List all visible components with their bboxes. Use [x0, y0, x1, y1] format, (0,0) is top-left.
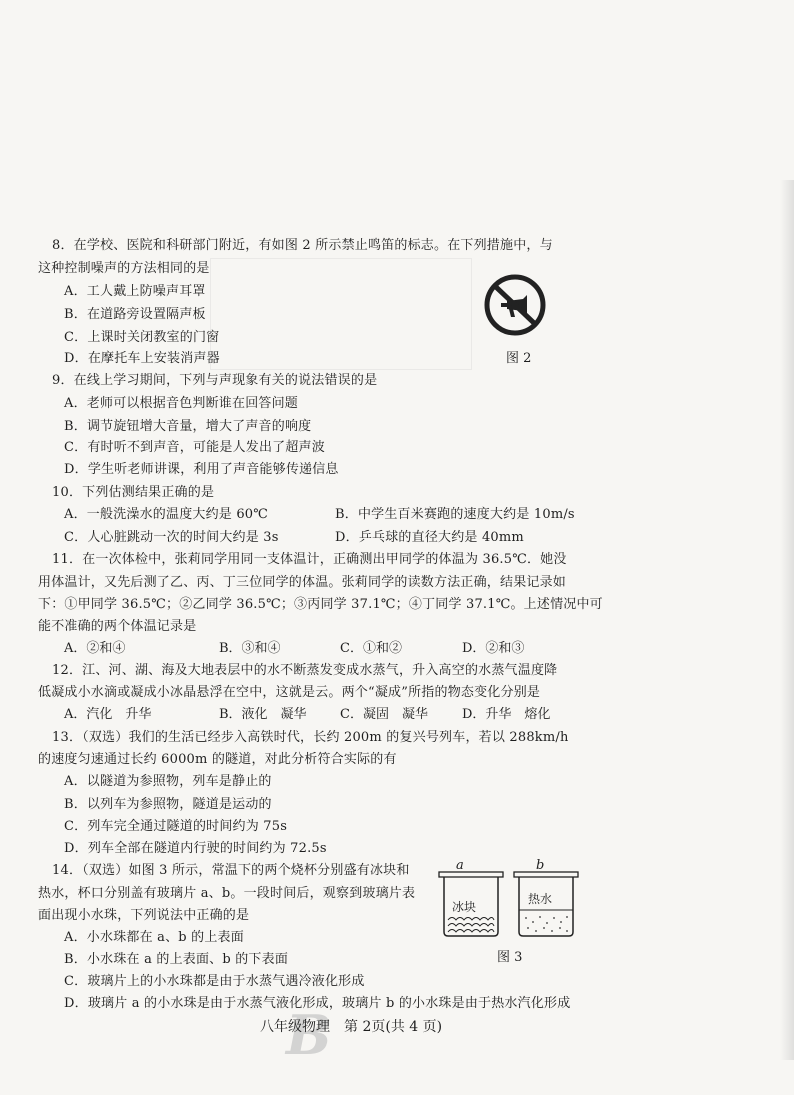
q11-option-b: B．③和④ [219, 641, 281, 656]
q13-option-d: D．列车全部在隧道内行驶的时间约为 72.5s [64, 841, 327, 856]
no-horn-sign-icon [483, 273, 547, 337]
q10-stem: 10．下列估测结果正确的是 [52, 485, 215, 500]
q11-stem-line2: 用体温计，又先后测了乙、丙、丁三位同学的体温。张莉同学的读数方法正确，结果记录如 [38, 575, 567, 590]
q9-option-d: D．学生听老师讲课，利用了声音能够传递信息 [64, 462, 339, 477]
q11-stem-line3: 下：①甲同学 36.5℃；②乙同学 36.5℃；③丙同学 37.1℃；④丁同学 37.1℃。上述情况中可 [38, 597, 603, 612]
q12-stem-line1: 12．江、河、湖、海及大地表层中的水不断蒸发变成水蒸气，升入高空的水蒸气温度降 [52, 663, 558, 678]
hot-water-label: 热水 [528, 892, 553, 906]
figure-2-caption: 图 2 [506, 351, 532, 366]
glass-a-label: a [456, 858, 464, 873]
q11-stem-line4: 能不准确的两个体温记录是 [38, 619, 197, 634]
q8-option-d: D．在摩托车上安装消声器 [64, 351, 220, 366]
q10-option-c: C．人心脏跳动一次的时间大约是 3s [64, 530, 279, 545]
q8-option-c: C．上课时关闭教室的门窗 [64, 330, 220, 345]
q10-option-a: A．一般洗澡水的温度大约是 60℃ [64, 507, 269, 522]
q11-option-d: D．②和③ [462, 641, 525, 656]
q14-stem-line3: 面出现小水珠，下列说法中正确的是 [38, 908, 250, 923]
q14-option-d: D．玻璃片 a 的小水珠是由于水蒸气液化形成，玻璃片 b 的小水珠是由于热水汽化形成 [64, 996, 571, 1011]
q13-option-c: C．列车完全通过隧道的时间约为 75s [64, 819, 288, 834]
q9-option-a: A．老师可以根据音色判断谁在回答问题 [64, 396, 298, 411]
q13-stem-line1: 13．（双选）我们的生活已经步入高铁时代，长约 200m 的复兴号列车，若以 288km/h [52, 730, 569, 745]
q14-stem-line2: 热水，杯口分别盖有玻璃片 a、b。一段时间后，观察到玻璃片表 [38, 886, 416, 901]
q10-option-d: D．乒乓球的直径大约是 40mm [335, 530, 524, 545]
ice-label: 冰块 [452, 900, 477, 914]
q9-stem: 9．在线上学习期间，下列与声现象有关的说法错误的是 [52, 373, 378, 388]
q14-option-c: C．玻璃片上的小水珠都是由于水蒸气遇冷液化形成 [64, 974, 365, 989]
q12-option-b: B．液化 凝华 [219, 707, 307, 722]
bleed-through-table [210, 258, 472, 370]
version-stamp: B [286, 1003, 332, 1067]
glass-b-label: b [536, 858, 545, 873]
q13-option-a: A．以隧道为参照物，列车是静止的 [64, 774, 272, 789]
page-edge-shadow [780, 180, 794, 1060]
q9-option-c: C．有时听不到声音，可能是人发出了超声波 [64, 440, 325, 455]
q14-option-a: A．小水珠都在 a、b 的上表面 [64, 930, 244, 945]
q8-stem-line1: 8．在学校、医院和科研部门附近，有如图 2 所示禁止鸣笛的标志。在下列措施中，与 [52, 238, 553, 253]
q12-option-c: C．凝固 凝华 [340, 707, 428, 722]
page-footer: 八年级物理 第 2页(共 4 页) [260, 1019, 443, 1035]
q9-option-b: B．调节旋钮增大音量，增大了声音的响度 [64, 419, 312, 434]
q10-option-b: B．中学生百米赛跑的速度大约是 10m/s [335, 507, 575, 522]
q13-option-b: B．以列车为参照物，隧道是运动的 [64, 797, 272, 812]
q13-stem-line2: 的速度匀速通过长约 6000m 的隧道，对此分析符合实际的有 [38, 752, 397, 767]
q11-stem-line1: 11．在一次体检中，张莉同学用同一支体温计，正确测出甲同学的体温为 36.5℃．她没 [52, 552, 567, 567]
q8-stem-line2: 这种控制噪声的方法相同的是 [38, 261, 210, 276]
q11-option-a: A．②和④ [64, 641, 126, 656]
q14-option-b: B．小水珠在 a 的上表面、b 的下表面 [64, 952, 289, 967]
q12-stem-line2: 低凝成小水滴或凝成小冰晶悬浮在空中，这就是云。两个“凝成”所指的物态变化分别是 [38, 685, 541, 700]
q12-option-a: A．汽化 升华 [64, 707, 152, 722]
q8-option-a: A．工人戴上防噪声耳罩 [64, 284, 206, 299]
q14-stem-line1: 14．（双选）如图 3 所示，常温下的两个烧杯分别盛有冰块和 [52, 863, 410, 878]
q8-option-b: B．在道路旁设置隔声板 [64, 307, 206, 322]
q12-option-d: D．升华 熔化 [462, 707, 551, 722]
q11-option-c: C．①和② [340, 641, 402, 656]
figure-3-caption: 图 3 [497, 950, 523, 965]
